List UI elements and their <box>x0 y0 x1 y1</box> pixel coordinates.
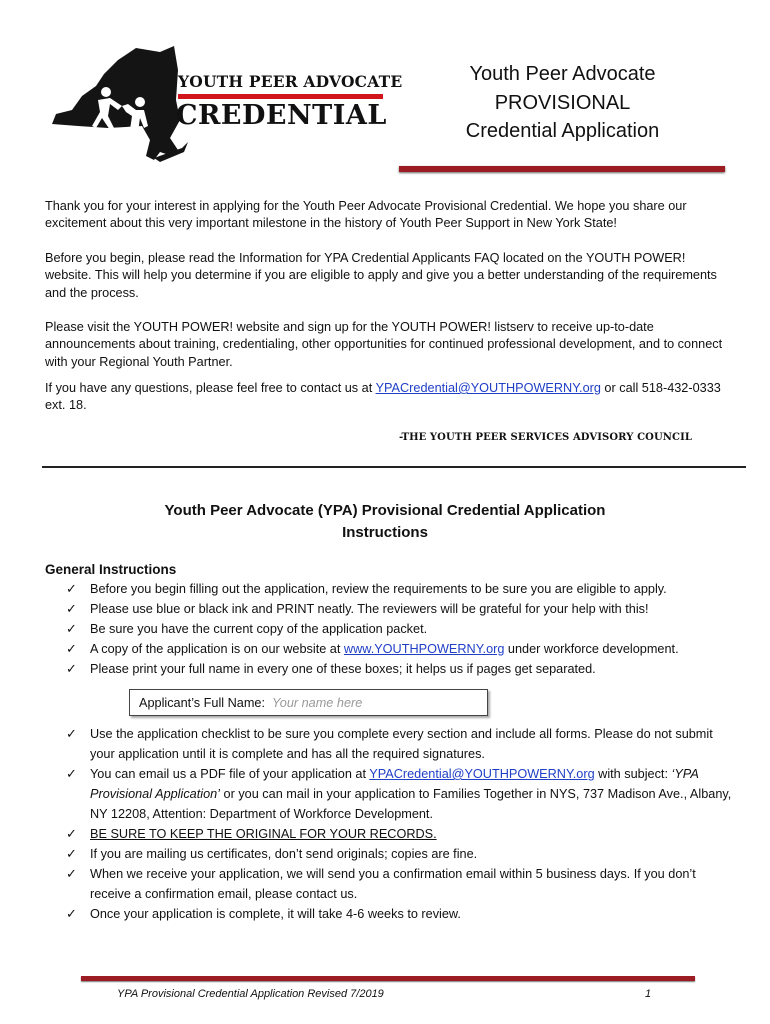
list-item <box>62 619 732 639</box>
council-signoff: -THE YOUTH PEER SERVICES ADVISORY COUNCIL <box>398 432 692 443</box>
page-number: 1 <box>645 988 652 1000</box>
email-subject-text: ‘YPA Provisional Application’ <box>90 767 699 801</box>
list-item <box>62 824 732 844</box>
intro-paragraph-3: Please visit the YOUTH POWER! website and sign up for the YOUTH POWER! listserv to receive up-to-date announcements about training, credentialing, other opportunities for continued professional development, and to connect with your Regional Youth Partner. <box>45 320 723 369</box>
list-item-text: When we receive your application, we will send you a confirmation email within 5 business days. If you don’t receive a confirmation email, please contact us. <box>90 867 696 901</box>
list-item-text: with subject: <box>594 767 672 781</box>
list-item <box>62 599 732 619</box>
list-item <box>62 659 732 679</box>
contact-phone-text: or call 518-432-0333 ext. 18. <box>45 381 721 413</box>
list-item-text: Before you begin filling out the application, review the requirements to be sure you are eligible to apply. <box>90 582 667 596</box>
general-instructions-heading: General Instructions <box>45 562 177 577</box>
footer-revision-text: YPA Provisional Credential Application Revised 7/2019 <box>117 988 384 1000</box>
intro-paragraph-4 <box>45 380 735 415</box>
list-item-text: under workforce development. <box>504 642 679 656</box>
list-item <box>62 844 732 864</box>
keep-original-notice: BE SURE TO KEEP THE ORIGINAL FOR YOUR RECORDS. <box>90 827 437 841</box>
applicant-name-input[interactable] <box>272 693 477 712</box>
instructions-title <box>40 500 730 544</box>
list-item-text: Please use blue or black ink and PRINT neatly. The reviewers will be grateful for your help with this! <box>90 602 649 616</box>
title-line-3: Credential Application <box>465 120 660 142</box>
logo-title-line: YOUTH PEER ADVOCATE <box>178 72 403 91</box>
applicant-name-label: Applicant’s Full Name: <box>139 696 265 710</box>
contact-email-link[interactable]: YPACredential@YOUTHPOWERNY.org <box>375 381 601 395</box>
check-icon: ✓ <box>66 661 77 676</box>
check-icon: ✓ <box>66 621 77 636</box>
applicant-name-box <box>129 689 488 716</box>
website-link[interactable]: www.YOUTHPOWERNY.org <box>343 642 505 656</box>
list-item-text: Be sure you have the current copy of the application packet. <box>90 622 428 636</box>
list-item-text: or you can mail in your application to Families Together in NYS, 737 Madison Ave., Albany, NY 12208, Attention: Department of Workforce Development. <box>90 787 732 821</box>
list-item <box>62 639 732 659</box>
title-line-2: PROVISIONAL <box>494 91 631 114</box>
list-item <box>62 764 732 824</box>
list-item-text: If you are mailing us certificates, don’t send originals; copies are fine. <box>90 847 478 861</box>
page-title <box>430 60 695 146</box>
check-icon: ✓ <box>66 601 77 616</box>
list-item-text: A copy of the application is on our website at <box>90 642 344 656</box>
list-item-text: Use the application checklist to be sure you complete every section and include all forms. Please do not submit your application until it is complete and has all the required signatures. <box>90 727 713 761</box>
contact-text: If you have any questions, please feel free to contact us at <box>45 381 376 395</box>
instructions-list-bottom <box>62 724 732 924</box>
list-item <box>62 904 732 924</box>
intro-paragraph-2: Before you begin, please read the Information for YPA Credential Applicants FAQ located on the YOUTH POWER! website. This will help you determine if you are eligible to apply and give you a better understanding of the requirements and the process. <box>45 251 717 300</box>
check-icon: ✓ <box>66 826 77 841</box>
logo-red-bar <box>178 94 383 99</box>
check-icon: ✓ <box>66 581 77 596</box>
instructions-list-top <box>62 579 732 679</box>
list-item-text: Please print your full name in every one of these boxes; it helps us if pages get separated. <box>90 662 596 676</box>
list-item <box>62 724 732 764</box>
instructions-title-line-2: Instructions <box>342 524 428 541</box>
check-icon: ✓ <box>66 726 77 741</box>
list-item-text: Once your application is complete, it will take 4-6 weeks to review. <box>90 907 461 921</box>
check-icon: ✓ <box>66 766 77 781</box>
check-icon: ✓ <box>66 906 77 921</box>
check-icon: ✓ <box>66 846 77 861</box>
section-divider <box>42 466 746 468</box>
title-underline-rule <box>399 166 725 172</box>
list-item <box>62 579 732 599</box>
check-icon: ✓ <box>66 866 77 881</box>
check-icon: ✓ <box>66 641 77 656</box>
instructions-title-line-1: Youth Peer Advocate (YPA) Provisional Credential Application <box>164 502 606 519</box>
footer-rule <box>81 976 695 981</box>
title-line-1: Youth Peer Advocate <box>469 63 656 85</box>
list-item <box>62 864 732 904</box>
application-email-link[interactable]: YPACredential@YOUTHPOWERNY.org <box>369 767 595 781</box>
intro-paragraph-1: Thank you for your interest in applying for the Youth Peer Advocate Provisional Credential. We hope you share our excitement about this very important milestone in the history of Youth Peer Support in New York State! <box>45 199 687 231</box>
list-item-text: You can email us a PDF file of your application at <box>90 767 370 781</box>
logo-credential-word: CREDENTIAL <box>176 100 387 131</box>
